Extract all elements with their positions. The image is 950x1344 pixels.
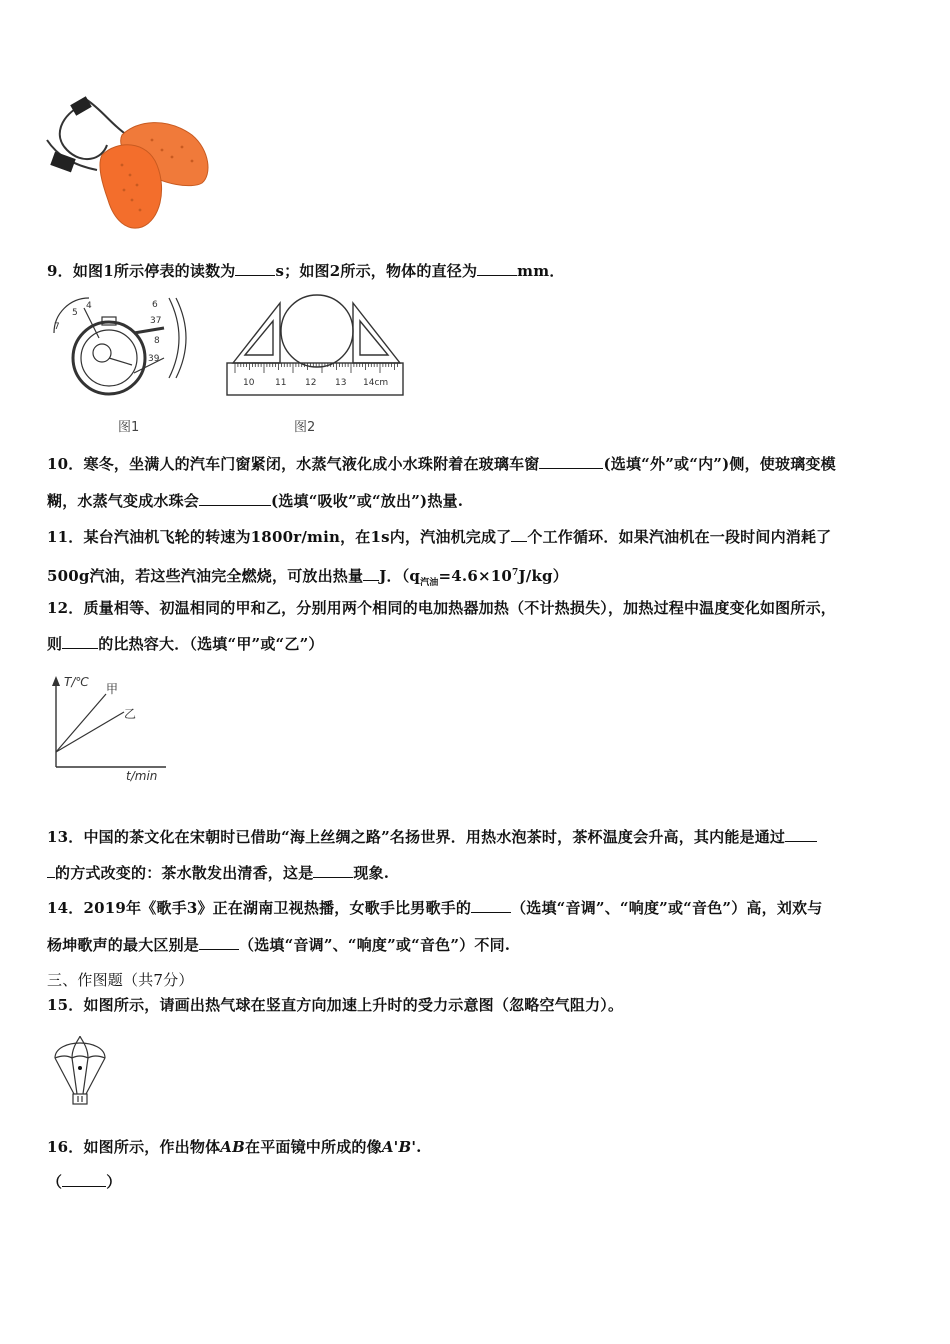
- ruler-tick-label: 14cm: [363, 378, 389, 388]
- question-10-line-1: 10．寒冬，坐满人的汽车门窗紧闭，水蒸气液化成小水珠附着在玻璃车窗 (选填“外”或“内”)侧，使玻璃变模: [47, 455, 836, 473]
- ruler-tick-label: 13: [335, 378, 347, 388]
- answer-blank[interactable]: [313, 863, 353, 878]
- question-14-line-2: 杨坤歌声的最大区别是 （选填“音调”、“响度”或“音色”）不同.: [47, 936, 511, 954]
- y-axis-label: T/℃: [64, 675, 89, 689]
- stopwatch-figure: [44, 293, 194, 403]
- question-11-line-2: 500g汽油，若这些汽油完全燃烧，可放出热量 J．$(q_{汽油}=4.6\times 10^7J/kg)$: [47, 567, 568, 588]
- section-title: 三、作图题（共7分）: [47, 971, 194, 989]
- answer-blank[interactable]: [199, 935, 239, 950]
- shoe-dryer-image: [42, 95, 217, 235]
- question-13-line-1: 13．中国的茶文化在宋朝时已借助“海上丝绸之路”名扬世界．用热水泡茶时，茶杯温度会升高，其内能是通过: [47, 827, 817, 847]
- question-9: 9．如图1所示停表的读数为 s；如图2所示，物体的直径为 mm．: [47, 262, 565, 280]
- question-12-line-1: 12．质量相等、初温相同的甲和乙，分别用两个相同的电加热器加热（不计热损失），加热过程中温度变化如图所示，: [47, 599, 836, 617]
- answer-blank[interactable]: [477, 261, 517, 276]
- answer-blank[interactable]: [363, 566, 379, 581]
- ruler-tick-label: 12: [305, 378, 317, 388]
- question-15: 15．如图所示，请画出热气球在竖直方向加速上升时的受力示意图（忽略空气阻力）。: [47, 996, 624, 1014]
- stopwatch-label: 39: [148, 354, 160, 364]
- answer-blank[interactable]: [471, 898, 511, 913]
- question-13-line-2: 的方式改变的：茶水散发出清香，这是 现象.: [47, 863, 389, 883]
- figure-2-caption: 图2: [294, 420, 316, 435]
- answer-blank[interactable]: [539, 454, 603, 469]
- question-12-line-2: 则 的比热容大．（选填“甲”或“乙”）: [47, 635, 324, 653]
- stopwatch-label: 4: [86, 301, 92, 311]
- stopwatch-label: 8: [154, 336, 160, 346]
- ruler-tick-label: 11: [275, 378, 287, 388]
- stopwatch-label: 5: [72, 308, 78, 318]
- question-16: 16．如图所示，作出物体AB在平面镜中所成的像A'B'.: [47, 1138, 422, 1156]
- answer-blank[interactable]: [199, 491, 271, 506]
- hot-air-balloon-figure: [50, 1028, 110, 1108]
- question-10-line-2: 糊，水蒸气变成水珠会 (选填“吸收”或“放出”)热量.: [47, 492, 464, 510]
- answer-blank[interactable]: [62, 634, 98, 649]
- question-16-answer: （ ）: [47, 1173, 122, 1191]
- line-label-yi: 乙: [124, 707, 137, 721]
- figure-1-caption: 图1: [118, 420, 140, 435]
- stopwatch-label: 6: [152, 300, 158, 310]
- ruler-tick-label: 10: [243, 378, 255, 388]
- answer-blank[interactable]: [47, 863, 55, 878]
- temperature-time-graph: [44, 672, 174, 784]
- answer-blank[interactable]: [511, 527, 527, 542]
- question-14-line-1: 14．2019年《歌手3》正在湖南卫视热播，女歌手比男歌手的 （选填“音调”、“响度”或“音色”）高，刘欢与: [47, 899, 823, 917]
- line-label-jia: 甲: [106, 682, 119, 696]
- question-11-line-1: 11．某台汽油机飞轮的转速为1800r/min，在1s内，汽油机完成了 个工作循环．如果汽油机在一段时间内消耗了: [47, 528, 832, 546]
- answer-blank[interactable]: [235, 261, 275, 276]
- stopwatch-label: 7: [54, 322, 60, 332]
- answer-blank[interactable]: [785, 827, 817, 842]
- ruler-circle-figure: [225, 293, 405, 403]
- stopwatch-label: 37: [150, 316, 162, 326]
- answer-blank[interactable]: [62, 1172, 106, 1187]
- x-axis-label: t/min: [126, 769, 158, 783]
